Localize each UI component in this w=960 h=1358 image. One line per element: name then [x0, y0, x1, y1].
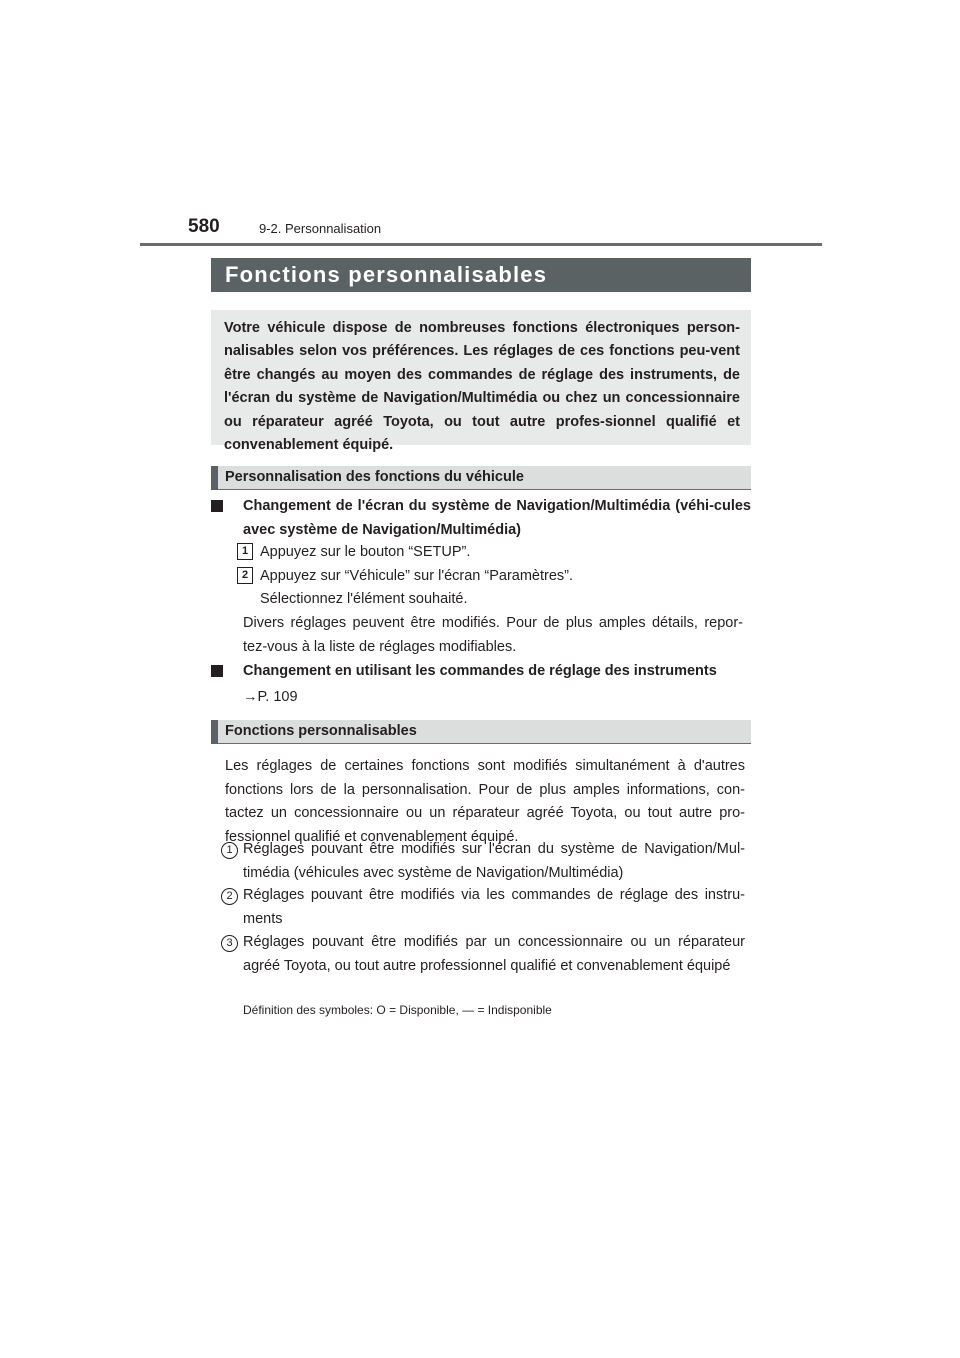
bullet-heading-navigation	[211, 495, 751, 543]
circled-number-1: 1	[221, 842, 238, 859]
step-text-2: Appuyez sur “Véhicule” sur l'écran “Paramètres”.	[260, 568, 574, 584]
heading-bar	[211, 720, 218, 744]
intro-box	[211, 310, 751, 454]
section-label: 9-2. Personnalisation	[259, 221, 382, 236]
step-text-2b: Sélectionnez l'élément souhaité.	[260, 591, 468, 607]
section-heading-text: Personnalisation des fonctions du véhicule	[225, 469, 524, 485]
step-number-2: 2	[237, 567, 253, 584]
page-number: 580	[188, 216, 220, 237]
symbol-legend: Définition des symboles: O = Disponible, — = Indisponible	[243, 1003, 552, 1017]
square-bullet-icon	[211, 665, 223, 677]
bullet-heading-instruments	[211, 660, 751, 684]
bullet-heading-text: Changement en utilisant les commandes de réglage des instruments	[243, 663, 717, 679]
functions-paragraph: Les réglages de certaines fonctions sont modifiés simultanément à d'autres fonctions lors de la personnalisation. Pour de plus amples informations, con-tactez un concessionnaire ou un réparateur agréé Toyota, ou tout autre pro-fessionnel qualifié et convenablement équipé.	[225, 758, 745, 845]
step-text-1: Appuyez sur le bouton “SETUP”.	[260, 544, 471, 560]
legend-item-3: Réglages pouvant être modifiés par un concessionnaire ou un réparateur agréé Toyota, ou tout autre professionnel qualifié et convenablement équipé	[243, 934, 745, 974]
heading-bar	[211, 466, 218, 490]
square-bullet-icon	[211, 500, 223, 512]
section-heading-vehicle	[211, 466, 751, 490]
section-heading-text: Fonctions personnalisables	[225, 723, 417, 739]
legend-item-1: Réglages pouvant être modifiés sur l'écran du système de Navigation/Mul-timédia (véhicules avec système de Navigation/Multimédia)	[243, 841, 745, 881]
page-title: Fonctions personnalisables	[225, 262, 548, 287]
settings-note: Divers réglages peuvent être modifiés. Pour de plus amples détails, repor-tez-vous à la liste de réglages modifiables.	[243, 615, 743, 655]
page-title-bar	[211, 258, 751, 292]
step-number-1: 1	[237, 543, 253, 560]
intro-text: Votre véhicule dispose de nombreuses fonctions électroniques person-nalisables selon vos préférences. Les réglages de ces fonctions peu-vent être changés au moyen des commandes de réglage des instruments, de l'écran du système de Navigation/Multimédia ou chez un concessionnaire ou réparateur agréé Toyota, ou tout autre profes-sionnel qualifié et convenablement équipé.	[224, 320, 740, 454]
bullet-heading-text: Changement de l'écran du système de Navigation/Multimédia (véhi-cules avec système de Navigation/Multimédia)	[243, 498, 751, 538]
section-heading-functions	[211, 720, 751, 744]
page-reference-link[interactable]: →P. 109	[243, 689, 298, 705]
circled-number-2: 2	[221, 888, 238, 905]
legend-item-2: Réglages pouvant être modifiés via les commandes de réglage des instru-ments	[243, 887, 745, 927]
circled-number-3: 3	[221, 935, 238, 952]
header-rule	[140, 243, 822, 246]
